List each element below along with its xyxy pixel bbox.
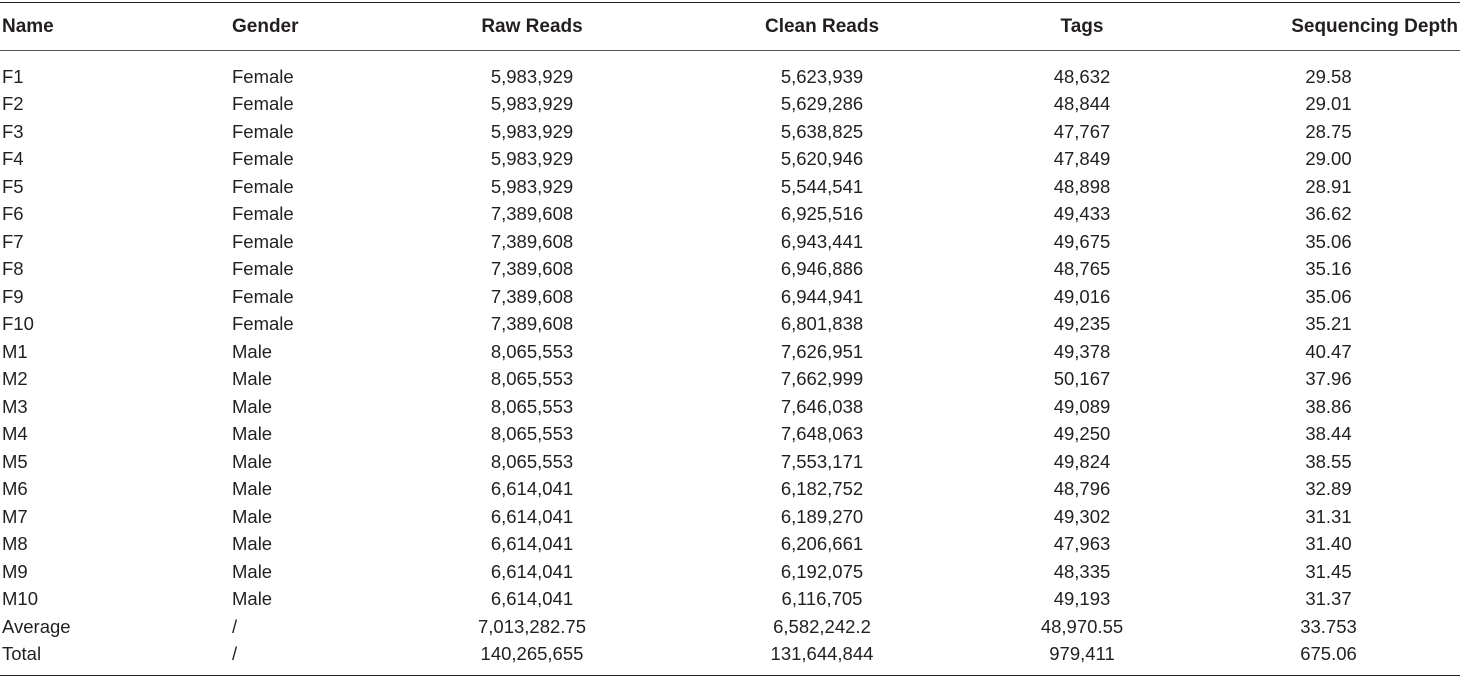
cell-clean-reads: 6,801,838 <box>780 313 864 335</box>
cell-clean-reads: 6,189,270 <box>780 505 864 527</box>
cell-clean-reads: 6,116,705 <box>781 588 863 610</box>
cell-clean-reads: 5,544,541 <box>780 175 864 197</box>
header-gender: Gender <box>232 15 299 37</box>
table-row <box>0 641 1460 669</box>
cell-clean-reads: 6,182,752 <box>780 478 864 500</box>
cell-gender: Male <box>232 450 273 472</box>
cell-raw-reads: 7,389,608 <box>490 230 574 252</box>
cell-gender: Male <box>232 478 273 500</box>
header-raw-reads: Raw Reads <box>481 15 583 37</box>
cell-tags: 48,632 <box>1053 65 1111 87</box>
cell-raw-reads: 7,389,608 <box>490 313 574 335</box>
cell-sequencing-depth: 35.06 <box>1305 230 1352 252</box>
cell-clean-reads: 7,646,038 <box>780 395 864 417</box>
cell-sequencing-depth: 28.91 <box>1305 175 1352 197</box>
table-row <box>0 173 1460 201</box>
cell-name: F7 <box>2 230 24 252</box>
cell-name: M9 <box>2 560 28 582</box>
cell-gender: Male <box>232 368 273 390</box>
cell-clean-reads: 131,644,844 <box>770 643 874 665</box>
cell-gender: Male <box>232 340 273 362</box>
cell-sequencing-depth: 38.55 <box>1305 450 1352 472</box>
cell-clean-reads: 5,638,825 <box>780 120 864 142</box>
cell-raw-reads: 5,983,929 <box>490 120 574 142</box>
cell-raw-reads: 5,983,929 <box>490 65 574 87</box>
cell-tags: 49,089 <box>1053 395 1111 417</box>
cell-clean-reads: 6,944,941 <box>780 285 864 307</box>
cell-gender: Male <box>232 423 273 445</box>
cell-name: F6 <box>2 203 24 225</box>
cell-name: M7 <box>2 505 28 527</box>
cell-name: M5 <box>2 450 28 472</box>
cell-name: F2 <box>2 93 24 115</box>
cell-clean-reads: 5,629,286 <box>780 93 864 115</box>
cell-gender: Female <box>232 148 294 170</box>
cell-sequencing-depth: 35.21 <box>1305 313 1352 335</box>
table-row <box>0 366 1460 394</box>
cell-raw-reads: 8,065,553 <box>490 395 574 417</box>
cell-sequencing-depth: 29.58 <box>1305 65 1352 87</box>
table-row <box>0 503 1460 531</box>
cell-gender: / <box>232 615 238 637</box>
cell-clean-reads: 6,206,661 <box>780 533 864 555</box>
cell-sequencing-depth: 28.75 <box>1305 120 1352 142</box>
cell-tags: 47,849 <box>1053 148 1111 170</box>
cell-clean-reads: 6,925,516 <box>780 203 864 225</box>
cell-sequencing-depth: 31.45 <box>1305 560 1352 582</box>
cell-sequencing-depth: 29.01 <box>1305 93 1352 115</box>
cell-raw-reads: 140,265,655 <box>480 643 584 665</box>
cell-tags: 48,796 <box>1053 478 1111 500</box>
table-row <box>0 50 1460 91</box>
cell-tags: 47,767 <box>1053 120 1111 142</box>
cell-gender: Female <box>232 175 294 197</box>
cell-name: Average <box>2 615 71 637</box>
cell-sequencing-depth: 33.753 <box>1300 615 1357 637</box>
cell-clean-reads: 7,648,063 <box>780 423 864 445</box>
cell-name: F1 <box>2 65 24 87</box>
cell-clean-reads: 6,943,441 <box>780 230 864 252</box>
header-row <box>0 3 1460 50</box>
cell-raw-reads: 6,614,041 <box>490 533 574 555</box>
cell-name: M8 <box>2 533 28 555</box>
cell-tags: 49,250 <box>1053 423 1111 445</box>
cell-tags: 49,016 <box>1053 285 1111 307</box>
cell-raw-reads: 7,389,608 <box>490 285 574 307</box>
cell-tags: 49,302 <box>1053 505 1111 527</box>
cell-tags: 49,433 <box>1053 203 1111 225</box>
cell-raw-reads: 6,614,041 <box>490 588 574 610</box>
cell-name: F5 <box>2 175 24 197</box>
cell-tags: 49,193 <box>1053 588 1111 610</box>
cell-tags: 48,970.55 <box>1040 615 1124 637</box>
cell-raw-reads: 6,614,041 <box>490 560 574 582</box>
table-row <box>0 311 1460 339</box>
sequencing-table <box>0 3 1460 668</box>
cell-sequencing-depth: 31.40 <box>1305 533 1352 555</box>
cell-gender: Female <box>232 258 294 280</box>
cell-name: F4 <box>2 148 24 170</box>
cell-name: M3 <box>2 395 28 417</box>
cell-clean-reads: 5,623,939 <box>780 65 864 87</box>
cell-raw-reads: 6,614,041 <box>490 478 574 500</box>
cell-tags: 49,378 <box>1053 340 1111 362</box>
cell-sequencing-depth: 31.31 <box>1305 505 1352 527</box>
cell-raw-reads: 5,983,929 <box>490 175 574 197</box>
cell-sequencing-depth: 37.96 <box>1305 368 1352 390</box>
cell-clean-reads: 7,553,171 <box>780 450 864 472</box>
table-body <box>0 50 1460 668</box>
cell-gender: Female <box>232 65 294 87</box>
cell-tags: 50,167 <box>1053 368 1111 390</box>
cell-sequencing-depth: 35.16 <box>1305 258 1352 280</box>
header-tags: Tags <box>1060 15 1104 37</box>
table-row <box>0 256 1460 284</box>
cell-sequencing-depth: 35.06 <box>1305 285 1352 307</box>
cell-raw-reads: 8,065,553 <box>490 368 574 390</box>
cell-raw-reads: 7,389,608 <box>490 258 574 280</box>
table-row <box>0 338 1460 366</box>
cell-name: Total <box>2 643 42 665</box>
table-row <box>0 476 1460 504</box>
cell-sequencing-depth: 38.44 <box>1305 423 1352 445</box>
table-row <box>0 586 1460 614</box>
table-row <box>0 91 1460 119</box>
header-name: Name <box>2 15 54 37</box>
cell-name: M4 <box>2 423 28 445</box>
cell-sequencing-depth: 38.86 <box>1305 395 1352 417</box>
cell-name: F9 <box>2 285 24 307</box>
table-header <box>0 3 1460 50</box>
table-row <box>0 421 1460 449</box>
table-row <box>0 558 1460 586</box>
table-row <box>0 201 1460 229</box>
cell-sequencing-depth: 36.62 <box>1305 203 1352 225</box>
cell-gender: Male <box>232 395 273 417</box>
cell-raw-reads: 6,614,041 <box>490 505 574 527</box>
cell-raw-reads: 8,065,553 <box>490 423 574 445</box>
table-row <box>0 531 1460 559</box>
cell-clean-reads: 7,626,951 <box>780 340 864 362</box>
cell-gender: / <box>232 643 238 665</box>
table-row <box>0 448 1460 476</box>
table-row <box>0 228 1460 256</box>
table-row <box>0 393 1460 421</box>
cell-gender: Male <box>232 505 273 527</box>
table-row <box>0 146 1460 174</box>
cell-raw-reads: 5,983,929 <box>490 148 574 170</box>
cell-name: M10 <box>2 588 38 610</box>
cell-sequencing-depth: 31.37 <box>1305 588 1352 610</box>
cell-gender: Female <box>232 313 294 335</box>
cell-tags: 47,963 <box>1053 533 1111 555</box>
cell-gender: Female <box>232 285 294 307</box>
cell-gender: Female <box>232 120 294 142</box>
header-sequencing-depth: Sequencing Depth <box>1291 15 1458 37</box>
cell-gender: Male <box>232 560 273 582</box>
cell-tags: 49,824 <box>1053 450 1111 472</box>
cell-name: F3 <box>2 120 24 142</box>
cell-raw-reads: 7,389,608 <box>490 203 574 225</box>
cell-tags: 49,235 <box>1053 313 1111 335</box>
cell-sequencing-depth: 32.89 <box>1305 478 1352 500</box>
cell-tags: 48,844 <box>1053 93 1111 115</box>
cell-raw-reads: 5,983,929 <box>490 93 574 115</box>
header-clean-reads: Clean Reads <box>764 15 880 37</box>
cell-name: M6 <box>2 478 28 500</box>
cell-name: F8 <box>2 258 24 280</box>
cell-clean-reads: 6,582,242.2 <box>773 615 871 637</box>
cell-tags: 49,675 <box>1053 230 1111 252</box>
cell-gender: Female <box>232 93 294 115</box>
cell-name: F10 <box>2 313 34 335</box>
cell-gender: Male <box>232 533 273 555</box>
cell-clean-reads: 6,192,075 <box>780 560 864 582</box>
cell-sequencing-depth: 40.47 <box>1305 340 1352 362</box>
bottom-rule <box>0 675 1460 676</box>
cell-tags: 48,765 <box>1053 258 1111 280</box>
cell-sequencing-depth: 29.00 <box>1305 148 1352 170</box>
table-row <box>0 283 1460 311</box>
cell-tags: 48,335 <box>1053 560 1111 582</box>
cell-clean-reads: 5,620,946 <box>780 148 864 170</box>
cell-raw-reads: 8,065,553 <box>490 340 574 362</box>
cell-name: M1 <box>2 340 28 362</box>
cell-gender: Female <box>232 230 294 252</box>
cell-raw-reads: 8,065,553 <box>490 450 574 472</box>
cell-tags: 979,411 <box>1049 643 1115 665</box>
cell-gender: Male <box>232 588 273 610</box>
cell-gender: Female <box>232 203 294 225</box>
cell-raw-reads: 7,013,282.75 <box>477 615 587 637</box>
table-row <box>0 118 1460 146</box>
cell-tags: 48,898 <box>1053 175 1111 197</box>
cell-sequencing-depth: 675.06 <box>1300 643 1357 665</box>
table-row <box>0 613 1460 641</box>
cell-clean-reads: 7,662,999 <box>780 368 864 390</box>
cell-clean-reads: 6,946,886 <box>780 258 864 280</box>
cell-name: M2 <box>2 368 28 390</box>
